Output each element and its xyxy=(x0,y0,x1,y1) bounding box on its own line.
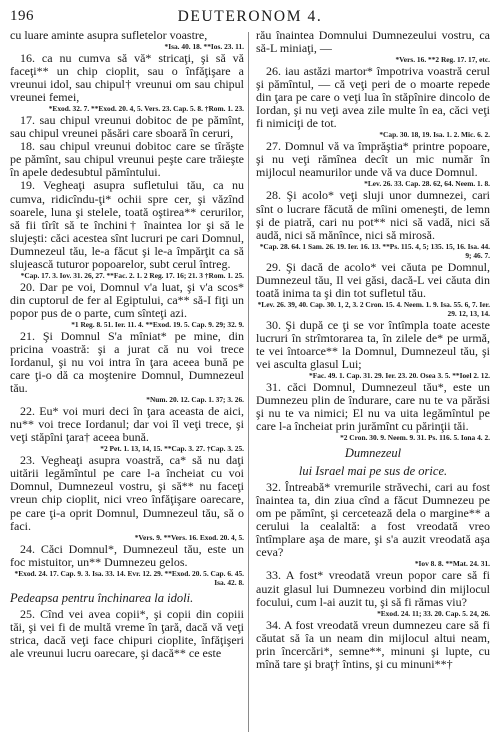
verse-paragraph: 31. căci Domnul, Dumnezeul tău*, este un Dumnezeu plin de îndurare, care nu te va părăsi şi nu te va nimici; El nu va uita legămîntul pe care l-a încheiat prin jurămînt cu părinţii tăi. xyxy=(256,379,490,434)
page-title: DEUTERONOM 4. xyxy=(177,8,323,25)
verse-paragraph: 28. Şi acolo* veţi sluji unor dumnezei, cari sînt o lucrare făcută de mîini omeneşti, de lemn şi de piatră, cari nu pot** nici să vadă, nici să audă, nici să mănînce, nici să mirosă. xyxy=(256,188,490,242)
section-heading: lui Israel mai pe sus de orice. xyxy=(298,464,448,479)
cross-reference: *2 Pet. 1. 13, 14, 15. **Cap. 3. 27. †Cap. 3. 25. xyxy=(100,444,244,454)
cross-reference: *Iov 8. 8. **Mat. 24. 31. xyxy=(414,559,490,569)
verse-paragraph: cu luare aminte asupra sufletelor voastre, xyxy=(10,28,208,42)
right-column xyxy=(256,29,490,671)
verse-paragraph: 27. Domnul vă va împrăştia* printre popoare, şi nu veţi rămînea decît un mic număr în mijlocul neamurilor unde vă va duce Domnul. xyxy=(256,139,490,180)
verse-paragraph: 16. ca nu cumva să vă* stricaţi, şi să vă faceţi** un chip cioplit, sau o înfăţişare a vreunui idol, sau chipul† vreunui om sau chipul vreunei femei, xyxy=(10,51,244,105)
verse-paragraph: 26. iau astăzi martor* împotriva voastră cerul şi pămîntul, — că veţi peri de o moarte repede din ţara pe care o veţi lua în stăpînire dincolo de Iordan, şi nu veţi avea zile multe în ea, căci veţi fi nimiciţi de tot. xyxy=(256,64,490,131)
cross-reference: *Isa. 40. 18. **Ios. 23. 11. xyxy=(164,42,244,52)
cross-reference: *Vers. 16. **2 Reg. 17. 17, etc. xyxy=(395,55,490,65)
verse-paragraph: 30. Şi după ce ţi se vor întîmpla toate aceste lucruri în strîmtorarea ta, în zilele de* pe urmă, te vei întoarce** la Domnul, Dumnezeul tău, şi vei asculta glasul Lui; xyxy=(256,317,490,371)
verse-paragraph: 24. Căci Domnul*, Dumnezeul tău, este un foc mistuitor, un** Dumnezeu gelos. xyxy=(10,541,244,569)
cross-reference: *Cap. 17. 3. Iov. 31. 26, 27. **Fac. 2. 1. 2 Reg. 17. 16; 21. 3 †Rom. 1. 25. xyxy=(20,270,244,280)
section-heading: Dumnezeul xyxy=(344,446,402,461)
verse-paragraph: 20. Dar pe voi, Domnul v'a luat, şi v'a scos* din cuptorul de fer al Egiptului, ca** să-I fiţi un popor pus de o parte, cum sînteţi azi. xyxy=(10,279,244,320)
page-header xyxy=(10,8,490,28)
cross-reference: *1 Reg. 8. 51. Ier. 11. 4. **Exod. 19. 5. Cap. 9. 29; 32. 9. xyxy=(71,319,244,329)
section-heading: Pedeapsa pentru închinarea la idoli. xyxy=(10,590,194,605)
verse-paragraph: 25. Cînd vei avea copii*, şi copii din copiii tăi, şi vei fi de multă vreme în ţară, dacă vă veţi strica, dacă veţi face chipuri cioplite, înfăţişeri ale vreunui lucru oarecare, şi dacă** ce este xyxy=(10,606,244,660)
verse-paragraph: 23. Vegheaţi asupra voastră, ca* să nu daţi uitării legămîntul pe care l-a încheiat cu voi Domnul, Dumnezeul vostru, şi să** nu faceţi vreun chip cioplit, nici vreo înfăţişare oarecare, pe care ţi-a oprit Domnul, Dumnezeul tău, să o faci. xyxy=(10,453,244,533)
left-column xyxy=(10,29,244,660)
cross-reference: *Exod. 24. 11; 33. 20. Cap. 5. 24, 26. xyxy=(377,608,490,618)
cross-reference: *Num. 20. 12. Cap. 1. 37; 3. 26. xyxy=(146,395,244,405)
verse-paragraph: 17. sau chipul vreunui dobitoc de pe pămînt, sau chipul vreunei păsări care sboară în ceruri, xyxy=(10,113,244,141)
verse-paragraph: 33. A fost* vreodată vreun popor care să fi auzit glasul lui Dumnezeu vorbind din mijlocul focului, cum l-ai auzit tu, şi să fi rămas viu? xyxy=(256,568,490,609)
cross-reference: *Exod. 24. 17. Cap. 9. 3. Isa. 33. 14. Evr. 12. 29. **Exod. 20. 5. Cap. 6. 45. Isa. 42. 8. xyxy=(14,568,244,587)
verse-paragraph: 34. A fost vreodată vreun dumnezeu care să fi căutat să îa un neam din mijlocul altui neam, prin încercări*, semne**, minuni şi lupte, cu mînă tare şi braţ† întins, şi cu minuni**† xyxy=(256,617,490,671)
cross-reference: *Cap. 30. 18, 19. Isa. 1. 2. Mic. 6. 2. xyxy=(379,130,490,140)
verse-paragraph: 21. Şi Domnul S'a mîniat* pe mine, din pricina voastră: şi a jurat că nu voi trece Iordanul, şi nu voi intra în ţara aceea bună pe care ţi-o dă ca moştenire Domnul, Dumnezeul tău. xyxy=(10,328,244,396)
cross-reference: *Lev. 26. 39, 40. Cap. 30. 1, 2, 3. 2 Cron. 15. 4. Neem. 1. 9. Isa. 55. 6, 7. Ier. 29. 12, 13, 14. xyxy=(257,299,490,318)
verse-paragraph: 22. Eu* voi muri deci în ţara aceasta de aici, nu** voi trece Iordanul; dar voi îl veţi trece, şi veţi stăpîni ţara† aceea bună. xyxy=(10,404,244,445)
cross-reference: *Lev. 26. 33. Cap. 28. 62, 64. Neem. 1. 8. xyxy=(364,179,490,189)
cross-reference: *Exod. 32. 7. **Exod. 20. 4, 5. Vers. 23. Cap. 5. 8. †Rom. 1. 23. xyxy=(48,104,244,114)
column-divider xyxy=(248,32,249,732)
cross-reference: *Fac. 49. 1. Cap. 31. 29. Ier. 23. 20. Osea 3. 5. **Ioel 2. 12. xyxy=(309,370,490,380)
cross-reference: *Cap. 28. 64. 1 Sam. 26. 19. Ier. 16. 13. **Ps. 115. 4, 5; 135. 15, 16. Isa. 44. 9; 46. 7. xyxy=(259,241,490,260)
cross-reference: *2 Cron. 30. 9. Neem. 9. 31. Ps. 116. 5. Iona 4. 2. xyxy=(340,433,490,443)
page-number: 196 xyxy=(10,8,34,24)
cross-reference: *Vers. 9. **Vers. 16. Exod. 20. 4, 5. xyxy=(134,532,244,542)
verse-paragraph: 29. Şi dacă de acolo* vei căuta pe Domnul, Dumnezeul tău, Il vei găsi, dacă-L vei căuta din toată inima ta şi din tot sufletul tău. xyxy=(256,259,490,300)
verse-paragraph: 19. Vegheaţi asupra sufletului tău, ca nu cumva, ridicîndu-ţi* ochii spre cer, şi văzînd soarele, luna şi stelele, toată oştirea** cerurilor, să fii tîrît să te închini† înaintea lor şi să le slujeşti: căci acestea sînt lucruri pe cari Domnul, Dumnezeul tău, le-a făcut şi le-a împărţit ca să slujească tuturor popoarelor, subt cerul întreg. xyxy=(10,178,244,271)
verse-paragraph: 32. Întreabă* vremurile străvechi, cari au fost înaintea ta, din ziua cînd a făcut Dumnezeu pe om pe pămînt, şi cercetează dela o margine** a cerului la cealaltă: a fost vreodată vreo întîmplare aşa de mare, şi s'a auzit vreodată aşa ceva? xyxy=(256,480,490,560)
verse-paragraph: 18. sau chipul vreunui dobitoc care se tîrăşte pe pămînt, sau chipul vreunui peşte care trăieşte în apele dedesubtul pămîntului. xyxy=(10,139,244,180)
verse-paragraph: rău înaintea Domnului Dumnezeului vostru, ca să-L miniaţi, — xyxy=(256,28,490,56)
